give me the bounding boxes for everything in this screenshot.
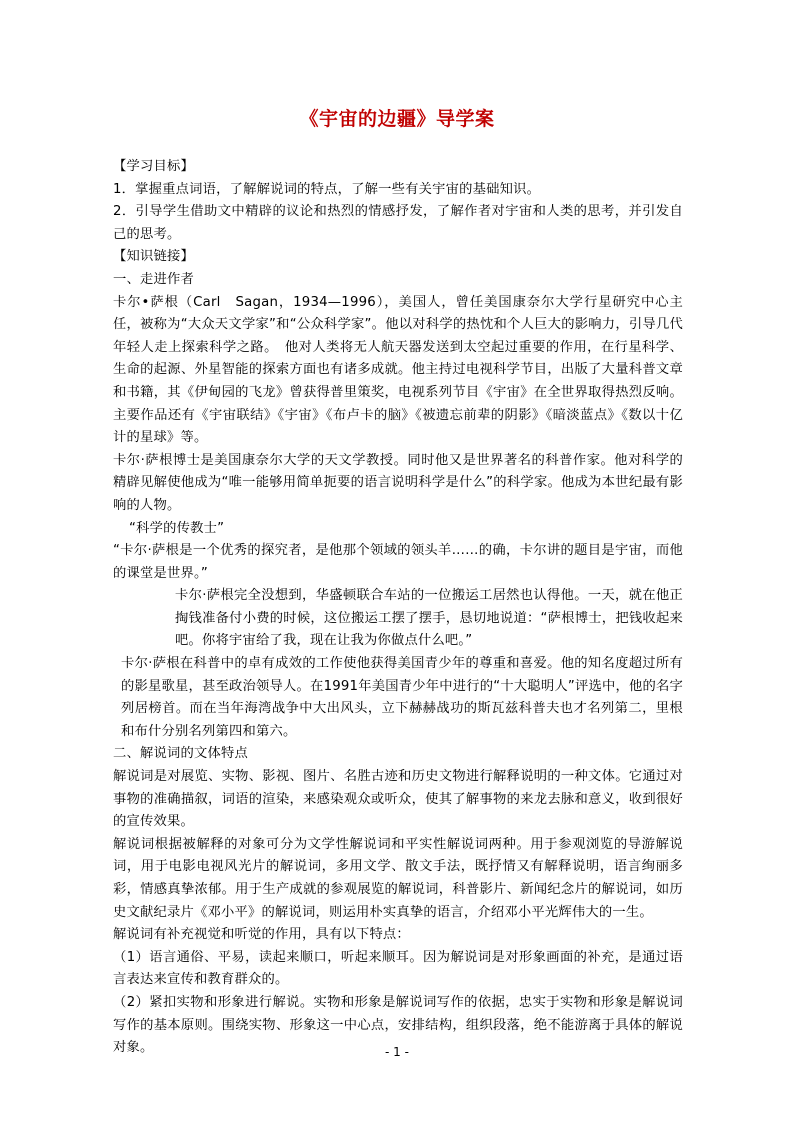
quote-paragraph: “卡尔·萨根是一个优秀的探究者，是他那个领域的领头羊……的确，卡尔讲的题目是宇宙，而他的课堂是世界。”	[113, 543, 683, 581]
document-title: 《宇宙的边疆》导学案	[299, 108, 495, 130]
document-body	[113, 156, 683, 1060]
genre-paragraph: 解说词根据被解释的对象可分为文学性解说词和平实性解说词两种。用于参观浏览的导游解说词，用于电影电视风光片的解说词，多用文学、散文手法，既抒情又有解释说明，语言绚丽多彩，情感真挚浓郁。用于生产成就的参观展览的解说词，科普影片、新闻纪念片的解说词，如历史文献纪录片《邓小平》的解说词，则运用朴实真挚的语言，介绍邓小平光辉伟大的一生。	[113, 836, 683, 920]
genre-paragraph: 解说词有补充视觉和听觉的作用，具有以下特点：	[113, 927, 410, 943]
page-number: - 1 -	[385, 1045, 409, 1059]
objective-item: 2．引导学生借助文中精辟的议论和热烈的情感抒发，了解作者对宇宙和人类的思考，并引发自己的思考。	[113, 204, 683, 242]
section-heading-knowledge: 【知识链接】	[113, 249, 194, 265]
genre-paragraph: 解说词是对展览、实物、影视、图片、名胜古迹和历史文物进行解释说明的一种文体。它通过对事物的准确描叙，词语的渲染，来感染观众或听众，使其了解事物的来龙去脉和意义，收到很好的宣传效果。	[113, 769, 683, 830]
quote-heading: “科学的传教士”	[129, 520, 225, 536]
author-paragraph: 卡尔•萨根（Carl Sagan，1934—1996），美国人，曾任美国康奈尔大学行星研究中心主任，被称为“大众天文学家”和“公众科学家”。他以对科学的热忱和个人巨大的影响力，引导几代年轻人走上探索科学之路。 他对人类将无人航天器发送到太空起过重要的作用，在行星科学、生命的起源、外星智能的探索方面也有诸多成就。他主持过电视科学节目，出版了大量科普文章和书籍，其《伊甸园的飞龙》曾获得普里策奖，电视系列节目《宇宙》在全世界取得热烈反响。主要作品还有《宇宙联结》《宇宙》《布卢卡的脑》《被遗忘前辈的阴影》《暗淡蓝点》《数以十亿计的星球》等。	[113, 294, 683, 446]
author-paragraph: 卡尔·萨根博士是美国康奈尔大学的天文学教授。同时他又是世界著名的科普作家。他对科学的精辟见解使他成为“唯一能够用简单扼要的语言说明科学是什么”的科学家。他成为本世纪最有影响的人物。	[113, 452, 683, 513]
subsection-heading-genre: 二、解说词的文体特点	[113, 746, 248, 762]
objective-item: 1．掌握重点词语，了解解说词的特点，了解一些有关宇宙的基础知识。	[113, 181, 541, 197]
anecdote-paragraph: 卡尔·萨根完全没想到，华盛顿联合车站的一位搬运工居然也认得他。一天，就在他正掏钱准备付小费的时候，这位搬运工摆了摆手，恳切地说道：“萨根博士，把钱收起来吧。你将宇宙给了我，现在让我为你做点什么吧。”	[175, 588, 683, 649]
feature-item: （2）紧扣实物和形象进行解说。实物和形象是解说词写作的依据，忠实于实物和形象是解说词写作的基本原则。围绕实物、形象这一中心点，安排结构，组织段落，绝不能游离于具体的解说对象。	[113, 994, 683, 1056]
popularity-paragraph: 卡尔·萨根在科普中的卓有成效的工作使他获得美国青少年的尊重和喜爱。他的知名度超过所有的影星歌星，甚至政治领导人。在1991年美国青少年中进行的“十大聪明人”评选中，他的名字列居榜首。而在当年海湾战争中大出风头，立下赫赫战功的斯瓦兹科普夫也才名列第二，里根和布什分别名列第四和第六。	[121, 656, 683, 739]
subsection-heading-author: 一、走进作者	[113, 271, 194, 287]
feature-item: （1）语言通俗、平易，读起来顺口，听起来顺耳。因为解说词是对形象画面的补充，是通过语言表达来宣传和教育群众的。	[113, 949, 683, 988]
section-heading-objectives: 【学习目标】	[113, 159, 194, 174]
